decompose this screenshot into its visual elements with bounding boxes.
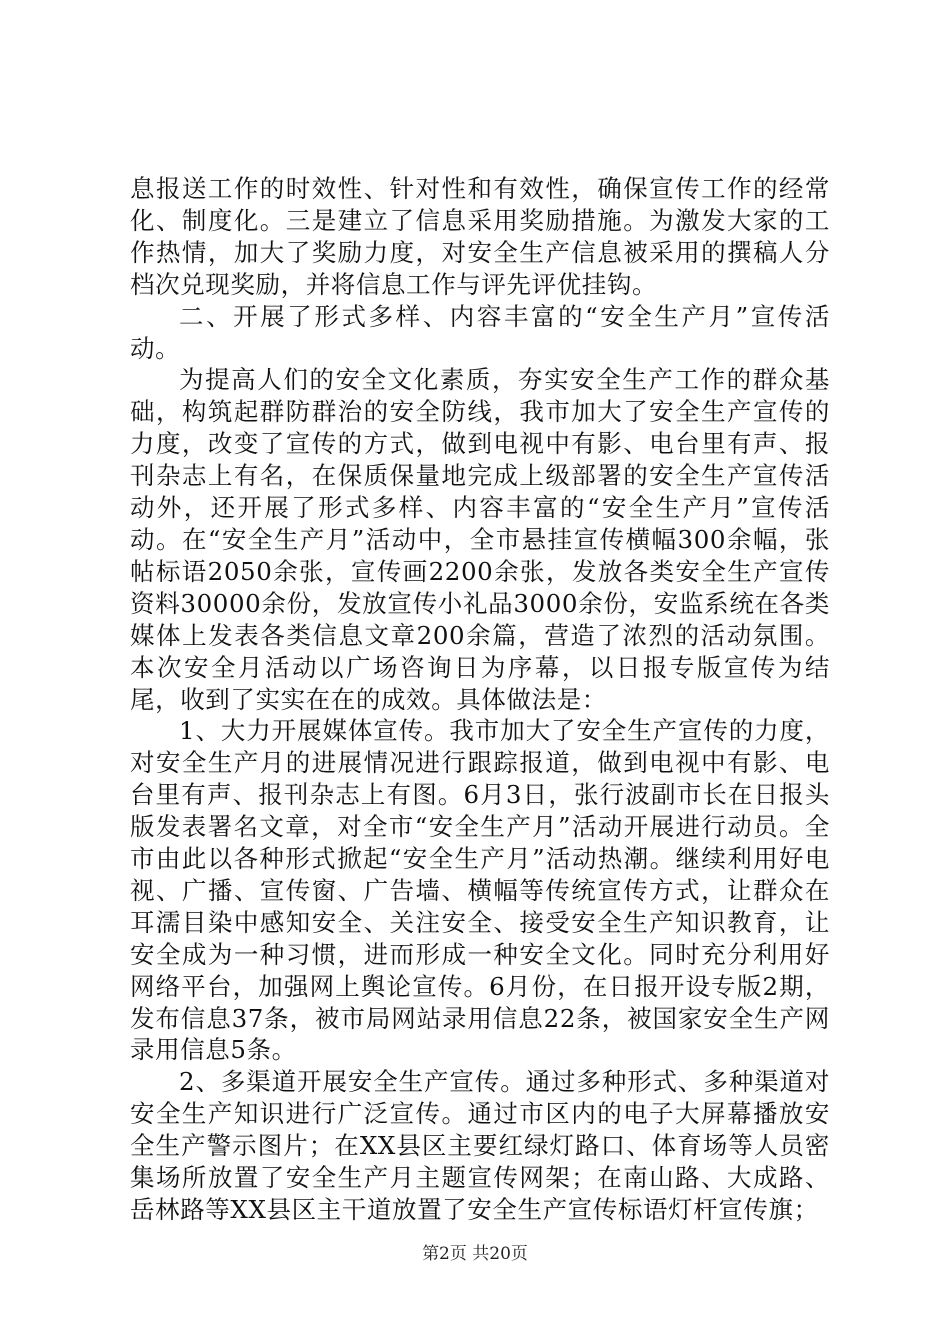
document-body [130, 173, 830, 1226]
paragraph-multichannel-publicity: 2、多渠道开展安全生产宣传。通过多种形式、多种渠道对安全生产知识进行广泛宣传。通过市区内的电子大屏幕播放安全生产警示图片；在XX县区主要红绿灯路口、体育场等人员密集场所放置了安全生产月主题宣传网架；在南山路、大成路、岳林路等XX县区主干道放置了安全生产宣传标语灯杆宣传旗； [130, 1067, 830, 1224]
page-number-footer: 第2页 共20页 [422, 1244, 528, 1264]
paragraph-safety-month-overview: 为提高人们的安全文化素质，夯实安全生产工作的群众基础，构筑起群防群治的安全防线，我市加大了安全生产宣传的力度，改变了宣传的方式，做到电视中有影、电台里有声、报刊杂志上有名，在保质保量地完成上级部署的安全生产宣传活动外，还开展了形式多样、内容丰富的“安全生产月”宣传活动。在“安全生产月”活动中，全市悬挂宣传横幅300余幅，张帖标语2050余张，宣传画2200余张，发放各类安全生产宣传资料30000余份，发放宣传小礼品3000余份，安监系统在各类媒体上发表各类信息文章200余篇，营造了浓烈的活动氛围。本次安全月活动以广场咨询日为序幕，以日报专版宣传为结尾，收到了实实在在的成效。具体做法是： [130, 365, 830, 714]
section-heading-2: 二、开展了形式多样、内容丰富的“安全生产月”宣传活动。 [130, 301, 830, 363]
paragraph-media-publicity: 1、大力开展媒体宣传。我市加大了安全生产宣传的力度，对安全生产月的进展情况进行跟踪报道，做到电视中有影、电台里有声、报刊杂志上有图。6月3日，张行波副市长在日报头版发表署名文章，对全市“安全生产月”活动开展进行动员。全市由此以各种形式掀起“安全生产月”活动热潮。继续利用好电视、广播、宣传窗、广告墙、横幅等传统宣传方式，让群众在耳濡目染中感知安全、关注安全、接受安全生产知识教育，让安全成为一种习惯，进而形成一种安全文化。同时充分利用好网络平台，加强网上舆论宣传。6月份，在日报开设专版2期，发布信息37条，被市局网站录用信息22条，被国家安全生产网录用信息5条。 [130, 716, 830, 1065]
paragraph-continuation: 息报送工作的时效性、针对性和有效性，确保宣传工作的经常化、制度化。三是建立了信息采用奖励措施。为激发大家的工作热情，加大了奖励力度，对安全生产信息被采用的撰稿人分档次兑现奖励，并将信息工作与评先评优挂钩。 [130, 174, 830, 299]
